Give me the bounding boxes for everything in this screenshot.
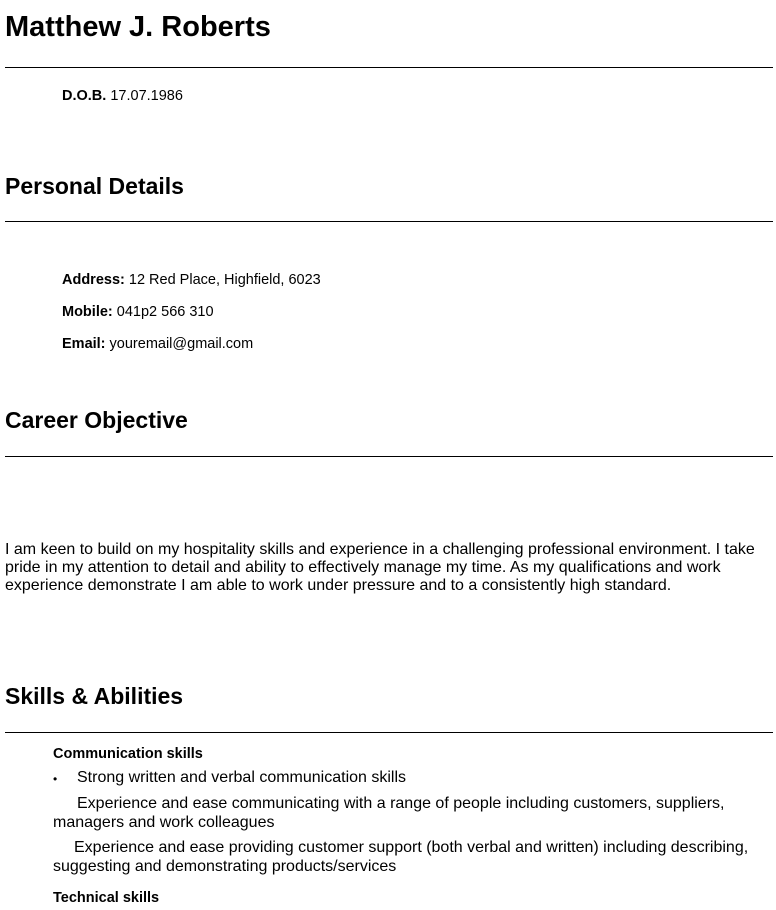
personal-details-divider (5, 221, 773, 222)
bullet-marker: • (53, 772, 58, 786)
career-objective-text: I am keen to build on my hospitality skills and experience in a challenging professional environment. I take pride in my attention to detail and ability to effectively manage my time. As my qualifications and work experience demonstrate I am able to work under pressure and to a consistently high standard. (5, 541, 755, 594)
skills-divider (5, 732, 773, 733)
mobile-label: Mobile: (62, 304, 113, 320)
skills-heading: Skills & Abilities (5, 683, 184, 709)
dob-label: D.O.B. (62, 88, 107, 104)
communication-skills-title: Communication skills (53, 746, 203, 762)
list-item: Experience and ease communicating with a range of people including customers, suppliers, managers and work colleagues (53, 795, 725, 831)
list-item: Strong written and verbal communication skills (77, 769, 407, 786)
mobile-value: 041p2 566 310 (116, 304, 214, 320)
address-line (62, 271, 321, 289)
list-item: Experience and ease providing customer support (both verbal and written) including describing, suggesting and demonstrating products/services (53, 839, 749, 875)
email-line (62, 335, 253, 353)
personal-details-heading: Personal Details (5, 173, 184, 199)
address-value: 12 Red Place, Highfield, 6023 (128, 272, 321, 288)
header-divider (5, 67, 773, 68)
career-objective-heading: Career Objective (5, 407, 188, 433)
dob-value: 17.07.1986 (110, 88, 183, 104)
resume-name: Matthew J. Roberts (5, 11, 271, 43)
dob-line (62, 87, 183, 105)
mobile-line (62, 303, 214, 321)
email-value: youremail@gmail.com (109, 336, 254, 352)
email-label: Email: (62, 336, 106, 352)
address-label: Address: (62, 272, 125, 288)
technical-skills-title: Technical skills (53, 890, 160, 906)
career-objective-divider (5, 456, 773, 457)
